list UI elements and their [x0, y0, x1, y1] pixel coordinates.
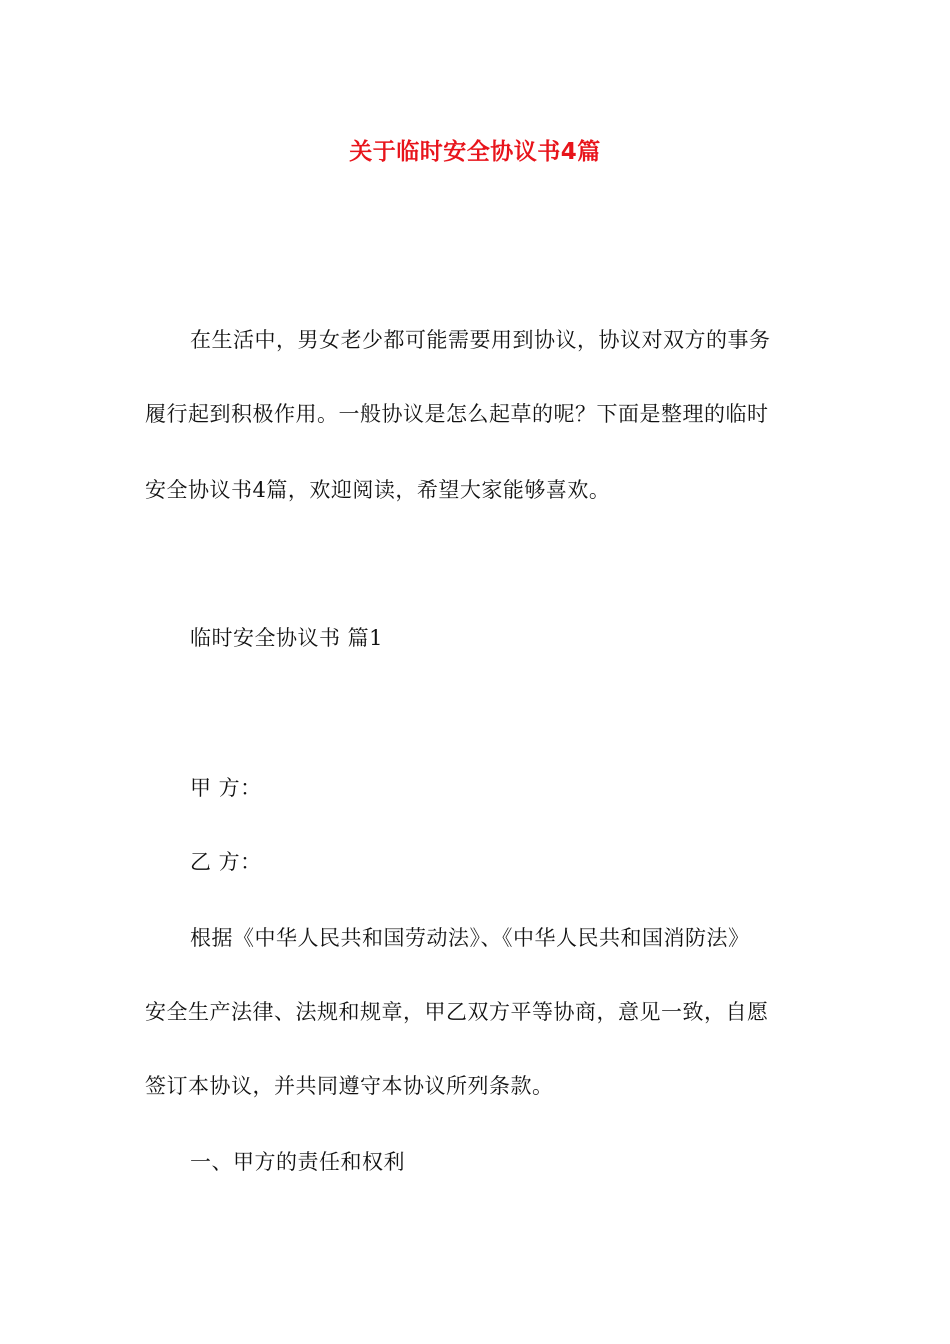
party-a-label: 甲 方： — [190, 776, 262, 800]
basis-line: 安全生产法律、法规和规章，甲乙双方平等协商，意见一致，自愿 — [145, 1000, 769, 1024]
intro-line: 履行起到积极作用。一般协议是怎么起草的呢？下面是整理的临时 — [145, 402, 769, 426]
intro-line: 安全协议书4篇，欢迎阅读，希望大家能够喜欢。 — [145, 478, 611, 502]
clause-heading: 一、甲方的责任和权利 — [190, 1150, 405, 1174]
section-heading: 临时安全协议书 篇1 — [190, 626, 384, 650]
intro-line: 在生活中，男女老少都可能需要用到协议，协议对双方的事务 — [190, 328, 771, 352]
basis-line: 签订本协议，并共同遵守本协议所列条款。 — [145, 1074, 554, 1098]
basis-line: 根据《中华人民共和国劳动法》、《中华人民共和国消防法》 — [190, 926, 750, 950]
document-title: 关于临时安全协议书4篇 — [349, 139, 601, 165]
party-b-label: 乙 方： — [190, 850, 262, 874]
